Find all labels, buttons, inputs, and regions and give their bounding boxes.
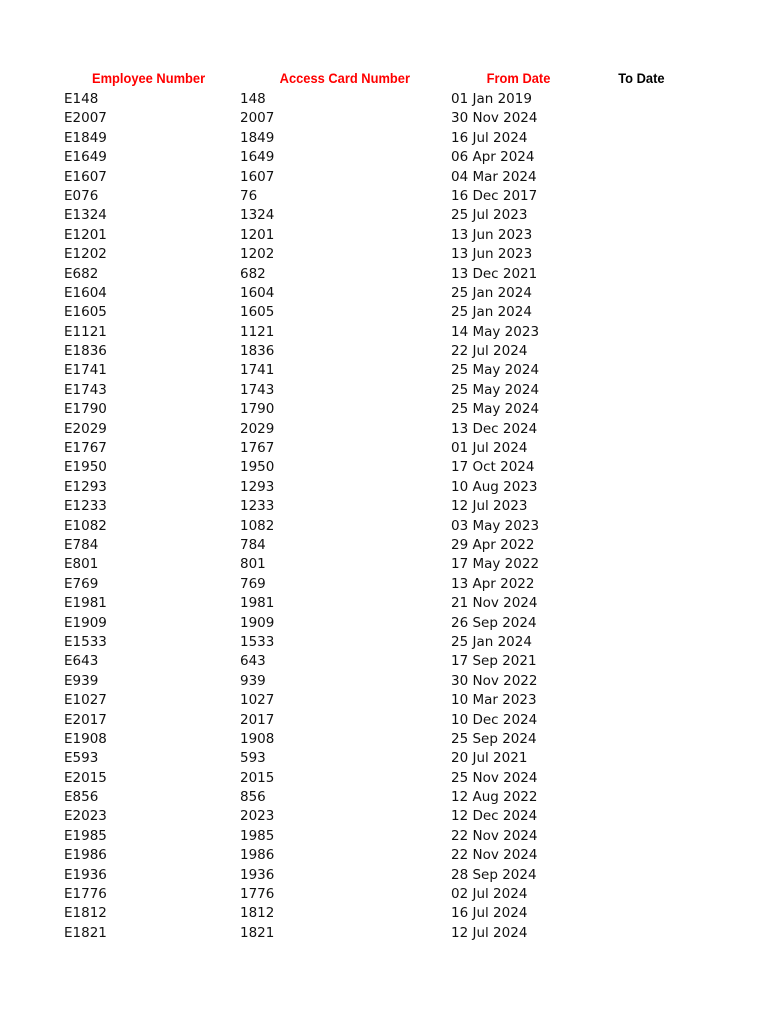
employee-number-cell: E2017 (64, 711, 107, 728)
access-card-number-cell: 1743 (240, 381, 275, 398)
table-row (0, 730, 768, 749)
table-row (0, 187, 768, 206)
table-row (0, 381, 768, 400)
table-row (0, 497, 768, 516)
access-card-number-cell: 1790 (240, 401, 275, 418)
access-card-number-cell: 1121 (240, 323, 275, 340)
table-row (0, 168, 768, 187)
employee-number-cell: E1950 (64, 459, 107, 476)
table-row (0, 536, 768, 555)
access-card-number-cell: 784 (240, 536, 266, 553)
from-date-cell: 29 Apr 2022 (451, 536, 535, 553)
access-card-number-cell: 1767 (240, 440, 275, 457)
access-card-number-cell: 801 (240, 556, 266, 573)
access-card-number-cell: 1293 (240, 478, 275, 495)
access-card-number-cell: 1821 (240, 924, 275, 941)
access-card-number-cell: 2015 (240, 769, 275, 786)
access-card-number-cell: 1908 (240, 730, 275, 747)
employee-number-cell: E2015 (64, 769, 107, 786)
employee-number-cell: E1649 (64, 149, 107, 166)
table-row (0, 458, 768, 477)
from-date-cell: 25 Jul 2023 (451, 207, 528, 224)
from-date-cell: 01 Jan 2019 (451, 91, 532, 107)
employee-number-cell: E1821 (64, 924, 107, 941)
from-date-cell: 26 Sep 2024 (451, 614, 537, 631)
from-date-cell: 10 Aug 2023 (451, 478, 538, 495)
from-date-cell: 12 Aug 2022 (451, 789, 538, 806)
access-card-number-cell: 856 (240, 789, 266, 806)
employee-number-cell: E1293 (64, 478, 107, 495)
from-date-cell: 25 May 2024 (451, 362, 540, 379)
employee-number-cell: E076 (64, 187, 99, 204)
table-row (0, 342, 768, 361)
employee-number-cell: E148 (64, 91, 99, 107)
access-card-number-cell: 593 (240, 750, 266, 767)
employee-number-cell: E1607 (64, 168, 107, 185)
from-date-cell: 16 Jul 2024 (451, 905, 528, 922)
from-date-cell: 20 Jul 2021 (451, 750, 528, 767)
employee-number-cell: E1767 (64, 440, 107, 457)
employee-number-cell: E2023 (64, 808, 107, 825)
table-row (0, 846, 768, 865)
access-card-number-cell: 1201 (240, 226, 275, 243)
access-card-number-cell: 148 (240, 91, 266, 107)
from-date-cell: 25 Sep 2024 (451, 730, 537, 747)
employee-number-cell: E1233 (64, 498, 107, 515)
employee-number-cell: E2029 (64, 420, 107, 437)
employee-number-cell: E1812 (64, 905, 107, 922)
header-access-card-number: Access Card Number (279, 70, 410, 86)
employee-number-cell: E593 (64, 750, 99, 767)
employee-number-cell: E939 (64, 672, 99, 689)
table-row (0, 885, 768, 904)
from-date-cell: 13 Jun 2023 (451, 246, 533, 263)
table-row (0, 148, 768, 167)
access-card-number-cell: 1649 (240, 149, 275, 166)
employee-number-cell: E1776 (64, 886, 107, 903)
employee-number-cell: E1121 (64, 323, 107, 340)
employee-number-cell: E1909 (64, 614, 107, 631)
access-card-number-cell: 1985 (240, 827, 275, 844)
table-row (0, 265, 768, 284)
table-row (0, 420, 768, 439)
access-card-number-cell: 1836 (240, 343, 275, 360)
header-from-date: From Date (486, 70, 551, 86)
from-date-cell: 25 Jan 2024 (451, 304, 532, 321)
access-card-number-cell: 1981 (240, 595, 275, 612)
employee-number-cell: E1986 (64, 847, 107, 864)
table-row (0, 614, 768, 633)
employee-number-cell: E1201 (64, 226, 107, 243)
from-date-cell: 13 Dec 2021 (451, 265, 538, 282)
from-date-cell: 25 Jan 2024 (451, 633, 532, 650)
table-body (0, 90, 768, 943)
access-card-number-cell: 682 (240, 265, 266, 282)
table-row (0, 672, 768, 691)
employee-number-cell: E2007 (64, 110, 107, 127)
header-employee-number: Employee Number (92, 70, 206, 86)
table-row (0, 633, 768, 652)
table-row (0, 924, 768, 943)
table-row (0, 594, 768, 613)
employee-number-cell: E1849 (64, 129, 107, 146)
access-card-number-cell: 2029 (240, 420, 275, 437)
from-date-cell: 22 Nov 2024 (451, 847, 538, 864)
employee-number-cell: E1836 (64, 343, 107, 360)
from-date-cell: 21 Nov 2024 (451, 595, 538, 612)
employee-number-cell: E856 (64, 789, 99, 806)
access-card-number-cell: 1909 (240, 614, 275, 631)
table-row (0, 866, 768, 885)
employee-number-cell: E1202 (64, 246, 107, 263)
employee-number-cell: E1604 (64, 284, 107, 301)
employee-number-cell: E1605 (64, 304, 107, 321)
from-date-cell: 25 Jan 2024 (451, 284, 532, 301)
from-date-cell: 13 Dec 2024 (451, 420, 538, 437)
from-date-cell: 22 Nov 2024 (451, 827, 538, 844)
from-date-cell: 10 Dec 2024 (451, 711, 538, 728)
from-date-cell: 17 Oct 2024 (451, 459, 535, 476)
access-card-number-cell: 643 (240, 653, 266, 670)
table-row (0, 206, 768, 225)
from-date-cell: 12 Jul 2024 (451, 924, 528, 941)
table-row (0, 769, 768, 788)
table-row (0, 109, 768, 128)
access-card-number-cell: 769 (240, 575, 266, 592)
from-date-cell: 30 Nov 2022 (451, 672, 538, 689)
access-card-number-cell: 1533 (240, 633, 275, 650)
from-date-cell: 17 May 2022 (451, 556, 540, 573)
access-card-number-cell: 1027 (240, 692, 275, 709)
access-card-number-cell: 1986 (240, 847, 275, 864)
from-date-cell: 16 Dec 2017 (451, 187, 538, 204)
from-date-cell: 25 May 2024 (451, 381, 540, 398)
access-card-number-cell: 939 (240, 672, 266, 689)
from-date-cell: 17 Sep 2021 (451, 653, 537, 670)
from-date-cell: 06 Apr 2024 (451, 149, 535, 166)
from-date-cell: 13 Apr 2022 (451, 575, 535, 592)
table-row (0, 904, 768, 923)
table-row (0, 517, 768, 536)
from-date-cell: 14 May 2023 (451, 323, 540, 340)
from-date-cell: 22 Jul 2024 (451, 343, 528, 360)
table-row (0, 691, 768, 710)
from-date-cell: 01 Jul 2024 (451, 440, 528, 457)
access-card-number-cell: 1776 (240, 886, 275, 903)
table-row (0, 284, 768, 303)
from-date-cell: 28 Sep 2024 (451, 866, 537, 883)
table-row (0, 555, 768, 574)
employee-number-cell: E769 (64, 575, 99, 592)
access-card-number-cell: 1936 (240, 866, 275, 883)
access-card-number-cell: 1849 (240, 129, 275, 146)
access-card-number-cell: 1082 (240, 517, 275, 534)
table-row (0, 361, 768, 380)
access-card-number-cell: 1605 (240, 304, 275, 321)
employee-number-cell: E1082 (64, 517, 107, 534)
access-card-number-cell: 2023 (240, 808, 275, 825)
table-header (0, 70, 707, 90)
from-date-cell: 03 May 2023 (451, 517, 540, 534)
employee-number-cell: E1908 (64, 730, 107, 747)
employee-number-cell: E1324 (64, 207, 107, 224)
table-row (0, 575, 768, 594)
table-row (0, 711, 768, 730)
employee-number-cell: E643 (64, 653, 99, 670)
employee-number-cell: E784 (64, 536, 99, 553)
table-row (0, 245, 768, 264)
access-card-number-cell: 1202 (240, 246, 275, 263)
from-date-cell: 25 Nov 2024 (451, 769, 538, 786)
access-card-number-cell: 1233 (240, 498, 275, 515)
access-card-number-cell: 1607 (240, 168, 275, 185)
table-row (0, 303, 768, 322)
from-date-cell: 02 Jul 2024 (451, 886, 528, 903)
table-row (0, 827, 768, 846)
employee-number-cell: E1790 (64, 401, 107, 418)
header-to-date: To Date (618, 70, 665, 86)
table-row (0, 652, 768, 671)
table-row (0, 478, 768, 497)
table-row (0, 226, 768, 245)
employee-number-cell: E1981 (64, 595, 107, 612)
from-date-cell: 25 May 2024 (451, 401, 540, 418)
access-card-number-cell: 2017 (240, 711, 275, 728)
from-date-cell: 10 Mar 2023 (451, 692, 537, 709)
table-row (0, 749, 768, 768)
employee-number-cell: E1936 (64, 866, 107, 883)
employee-number-cell: E682 (64, 265, 99, 282)
access-card-number-cell: 1950 (240, 459, 275, 476)
employee-number-cell: E1533 (64, 633, 107, 650)
employee-number-cell: E1985 (64, 827, 107, 844)
from-date-cell: 04 Mar 2024 (451, 168, 537, 185)
table-row (0, 323, 768, 342)
table-row (0, 807, 768, 826)
from-date-cell: 12 Dec 2024 (451, 808, 538, 825)
access-card-number-cell: 1812 (240, 905, 275, 922)
employee-number-cell: E1743 (64, 381, 107, 398)
access-card-number-cell: 1604 (240, 284, 275, 301)
employee-number-cell: E1027 (64, 692, 107, 709)
access-card-number-cell: 1324 (240, 207, 275, 224)
table-row (0, 90, 768, 109)
table-row (0, 788, 768, 807)
from-date-cell: 13 Jun 2023 (451, 226, 533, 243)
from-date-cell: 12 Jul 2023 (451, 498, 528, 515)
access-card-number-cell: 76 (240, 187, 258, 204)
table-row (0, 129, 768, 148)
employee-number-cell: E801 (64, 556, 99, 573)
access-card-number-cell: 1741 (240, 362, 275, 379)
table-row (0, 439, 768, 458)
table-row (0, 400, 768, 419)
from-date-cell: 16 Jul 2024 (451, 129, 528, 146)
from-date-cell: 30 Nov 2024 (451, 110, 538, 127)
access-card-number-cell: 2007 (240, 110, 275, 127)
employee-number-cell: E1741 (64, 362, 107, 379)
